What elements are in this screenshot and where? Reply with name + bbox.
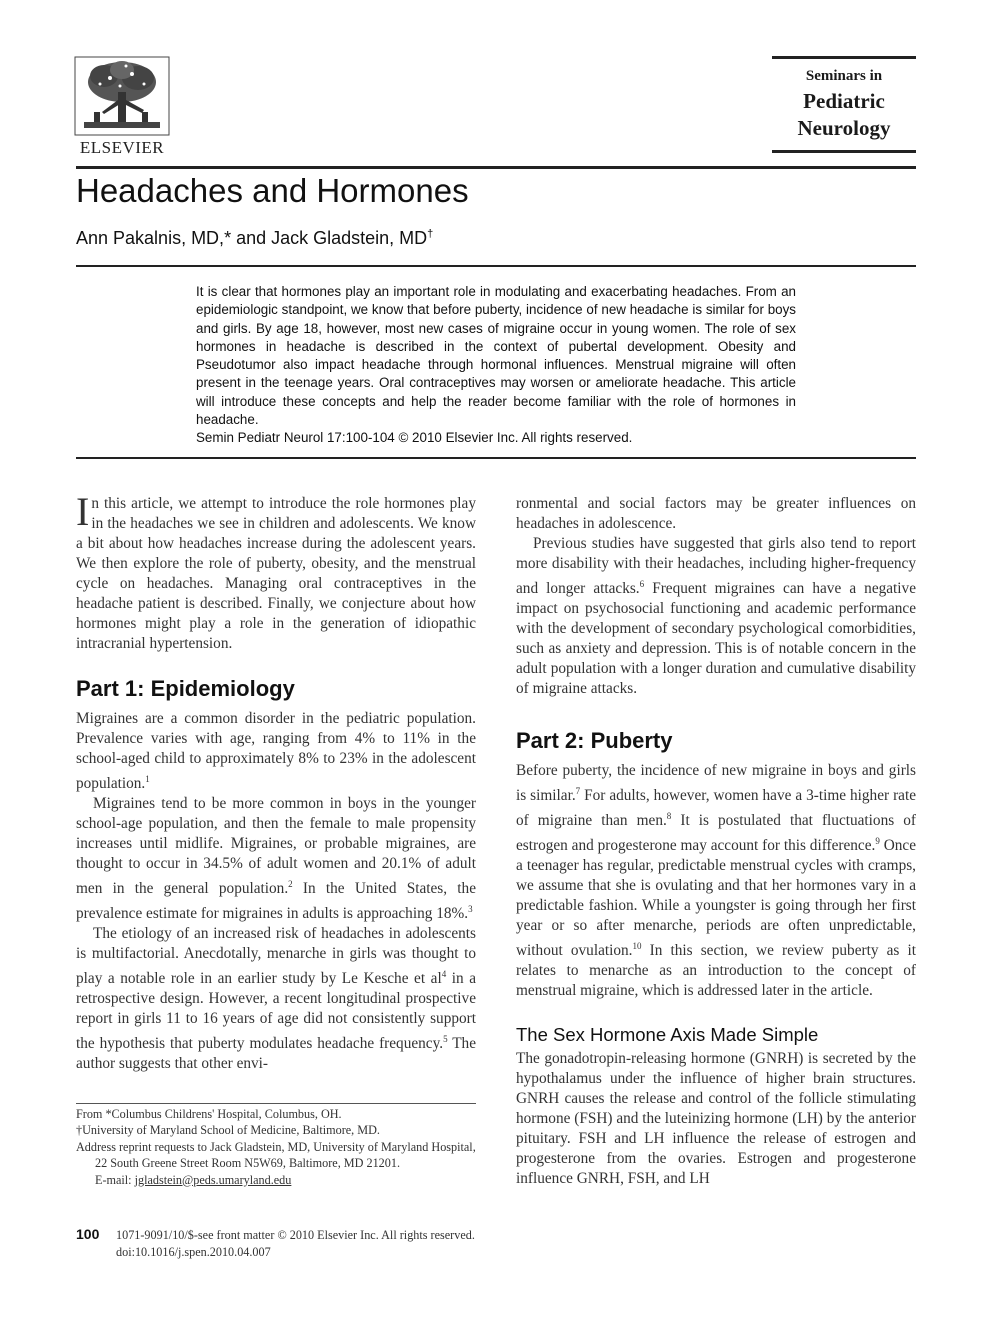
author-line — [76, 228, 433, 249]
journal-name-line1: Seminars in — [805, 68, 883, 84]
right-column — [516, 494, 916, 1189]
left-column — [76, 489, 477, 1074]
section-heading-epidemiology: Part 1: Epidemiology — [76, 676, 295, 701]
paragraph — [76, 709, 476, 794]
citation-line: Semin Pediatr Neurol 17:100-104 © 2010 Elsevier Inc. All rights reserved. — [196, 430, 633, 446]
paragraph-text: Previous studies have suggested that girls also tend to report more disability with their headaches, including higher-frequency and longer attacks. — [516, 535, 916, 598]
footnote-affiliation-1: From *Columbus Childrens' Hospital, Columbus, OH. — [76, 1107, 342, 1121]
author-2-affiliation-mark: † — [427, 228, 434, 240]
paragraph-text: The author suggests that other envi- — [76, 1035, 476, 1073]
reference-mark[interactable]: 6 — [639, 579, 645, 589]
section-heading-puberty: Part 2: Puberty — [516, 728, 673, 754]
author-2: and Jack Gladstein, MD — [231, 228, 428, 248]
paragraph-text: Frequent migraines can have a negative impact on psychosocial functioning and academic performance with the development of secondary psychological comorbidities, such as anxiety and depression. This is of notable concern in the adult population with a longer duration and cumulative disability of migraine attacks. — [516, 580, 916, 698]
reference-mark[interactable]: 1 — [145, 774, 150, 784]
reference-mark[interactable]: 8 — [666, 811, 672, 822]
abstract — [196, 283, 796, 448]
footnote-affiliation-2: †University of Maryland School of Medicine, Baltimore, MD. — [76, 1123, 380, 1138]
masthead-bottom-rule — [772, 150, 916, 153]
paragraph-text: In the United States, the prevalence estimate for migraines in adults is approaching 18%. — [76, 880, 476, 923]
publisher-logo — [74, 56, 170, 156]
abstract-text: It is clear that hormones play an important role in modulating and exacerbating headaches. From an epidemiologic standpoint, we know that before puberty, incidence of new headache is similar for boys and girls. By age 18, however, most new cases of migraine occur in young women. The role of sex hormones in headache is described in the context of pubertal development. Obesity and Pseudotumor also impact headache through hormonal influences. Menstrual migraine will often present in the teenage years. Oral contraceptives may worsen or ameliorate headache. This article will introduce these concepts and help the reader become familiar with the role of hormones in headache. — [196, 284, 796, 428]
paragraph — [516, 534, 916, 699]
doi-line: doi:10.1016/j.spen.2010.04.007 — [116, 1245, 271, 1259]
journal-masthead — [772, 56, 916, 156]
masthead-top-rule — [772, 56, 916, 59]
intro-text: n this article, we attempt to introduce the role hormones play in the headaches we see in children and adolescents. We know a bit about how headaches increase during the adolescent years. We then explore the role of puberty, obesity, and the menstrual cycle on headaches. Managing oral contraceptives in the headache patient is described. Finally, we conjecture about how hormones might play a role in the generation of idiopathic intracranial hypertension. — [76, 495, 476, 652]
paragraph-text: The etiology of an increased risk of headaches in adolescents is multifactorial. Anecdotally, menarche in girls was thought to play a notable role in an earlier study by Le Kesche et al — [76, 925, 476, 988]
subsection-heading: The Sex Hormone Axis Made Simple — [516, 1024, 819, 1046]
footnote-email — [76, 1172, 476, 1188]
reference-mark[interactable]: 9 — [875, 836, 880, 847]
reference-mark[interactable]: 2 — [288, 879, 293, 890]
reference-mark[interactable]: 4 — [441, 969, 447, 980]
reference-mark[interactable]: 10 — [632, 941, 642, 952]
paragraph-text: In this section, we review puberty as it relates to menarche as an introduction to the concept of menstrual migraine, which is addressed later in the article. — [516, 942, 916, 1000]
footnote-rule — [76, 1103, 476, 1104]
author-1: Ann Pakalnis, MD, — [76, 228, 225, 248]
footer-info — [116, 1227, 475, 1261]
drop-cap: I — [76, 489, 90, 534]
abstract-top-rule — [76, 265, 916, 267]
issn-line: 1071-9091/10/$-see front matter © 2010 Elsevier Inc. All rights reserved. — [116, 1228, 475, 1242]
page-number: 100 — [76, 1226, 100, 1242]
paragraph-text: Migraines are a common disorder in the pediatric population. Prevalence varies with age, ranging from 4% to 11% in the school-aged child to approximately 8% to 23% in the adolescent population. — [76, 710, 476, 793]
publisher-name: ELSEVIER — [79, 138, 165, 157]
journal-name-line3: Neurology — [797, 116, 891, 140]
paragraph-text: For adults, however, women have a 3-time higher rate of migraine than men. — [516, 787, 916, 830]
paragraph — [516, 494, 916, 534]
paragraph-text: The gonadotropin-releasing hormone (GNRH) is secreted by the hypothalamus under the influence of higher brain structures. GNRH causes the release and control of the follicle stimulating hormone (FSH) and the luteinizing hormone (LH) by the anterior pituitary. FSH and LH influence the release of estrogen and progesterone from the ovaries. Estrogen and progesterone influence GNRH, FSH, and LH — [516, 1050, 916, 1188]
header-rule — [76, 166, 916, 169]
intro-paragraph — [76, 489, 476, 654]
elsevier-tree-icon — [74, 56, 170, 136]
paragraph — [76, 924, 476, 1074]
journal-name-line2: Pediatric — [803, 89, 885, 113]
paragraph-text: Migraines tend to be more common in boys in the younger school-age population, and then the female to male propensity increases until midlife. Migraines, or probable migraines, are thought to occur in 34.5% of adult women and 20.1% of adult men in the general population. — [76, 795, 476, 898]
article-title: Headaches and Hormones — [76, 172, 469, 209]
paragraph-text: It is postulated that fluctuations of estrogen and progesterone may account for this difference. — [516, 812, 916, 855]
abstract-bottom-rule — [76, 457, 916, 459]
footnotes — [76, 1106, 476, 1188]
reference-mark[interactable]: 7 — [575, 786, 581, 797]
reference-mark[interactable]: 5 — [443, 1034, 448, 1045]
footnote-reprint-address: Address reprint requests to Jack Gladstein, MD, University of Maryland Hospital, 22 South Greene Street Room N5W69, Baltimore, MD 21201. — [76, 1139, 476, 1171]
paragraph-text: Before puberty, the incidence of new migraine in boys and girls is similar. — [516, 762, 916, 805]
paragraph-text: Once a teenager has regular, predictable menstrual cycles with cramps, we assume that she is ovulating and that her hormones vary in a predictable fashion. While a youngster is going through her first year or so after menarche, periods are often unpredictable, without ovulation. — [516, 837, 916, 960]
author-1-affiliation-mark: * — [224, 228, 232, 248]
paragraph — [516, 1049, 916, 1189]
reference-mark[interactable]: 3 — [468, 904, 473, 915]
paragraph-text: ronmental and social factors may be greater influences on headaches in adolescence. — [516, 495, 916, 532]
paragraph-text: in a retrospective design. However, a recent longitudinal prospective report in girls 11 to 16 years of age did not consistently support the hypothesis that puberty modulates headache frequency. — [76, 970, 477, 1053]
paragraph — [76, 794, 476, 924]
email-link[interactable]: jgladstein@peds.umaryland.edu — [134, 1172, 292, 1187]
email-label: E-mail: — [95, 1172, 135, 1187]
paragraph — [516, 761, 916, 1001]
